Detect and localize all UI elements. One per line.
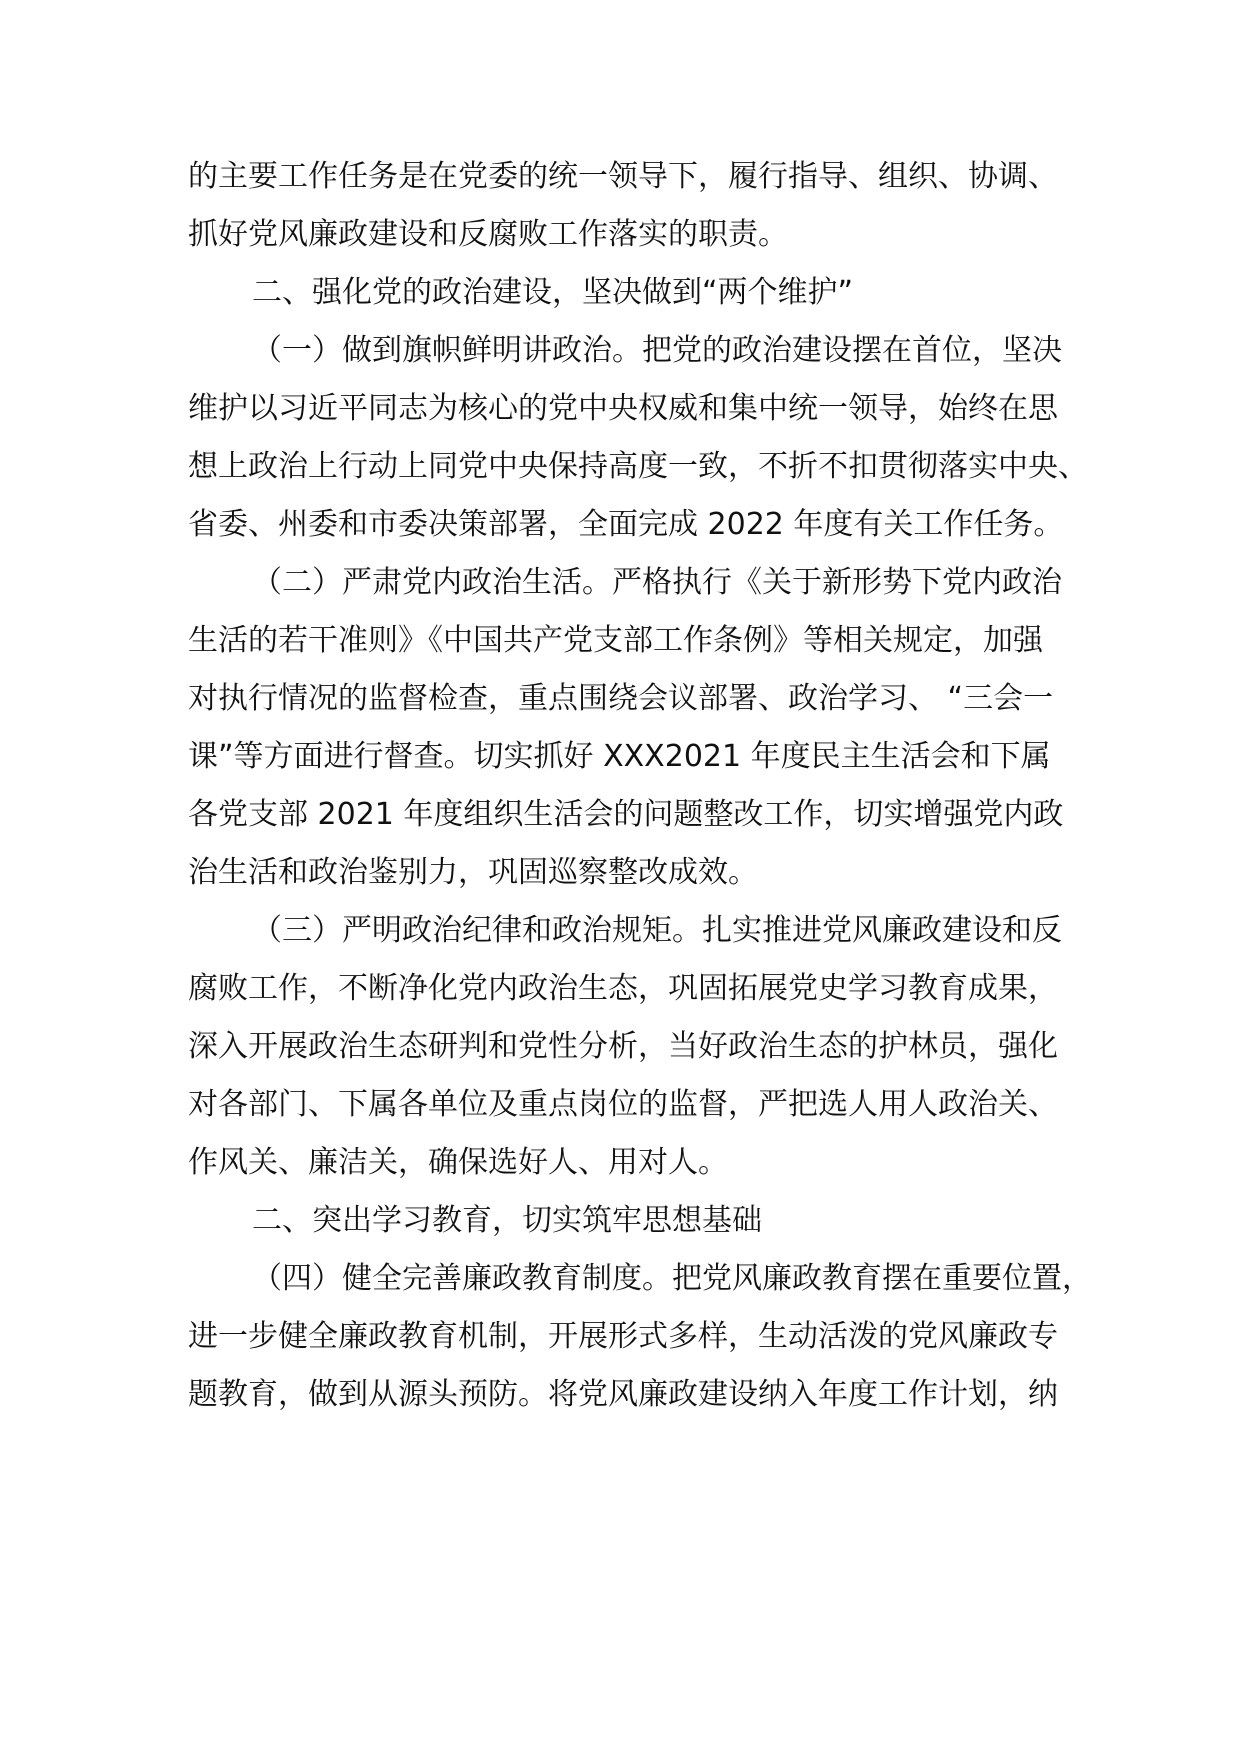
body-text-line: 想上政治上行动上同党中央保持高度一致，不折不扣贯彻落实中央、: [188, 449, 1088, 484]
paragraph-start-line: （二）严肃党内政治生活。严格执行《关于新形势下党内政治: [252, 565, 1062, 600]
body-text-line: 深入开展政治生态研判和党性分析，当好政治生态的护林员，强化: [188, 1029, 1058, 1064]
body-text-line: 省委、州委和市委决策部署，全面完成 2022 年度有关工作任务。: [188, 507, 1064, 542]
body-text-line: 进一步健全廉政教育机制，开展形式多样，生动活泼的党风廉政专: [188, 1319, 1058, 1354]
paragraph-start-line: （三）严明政治纪律和政治规矩。扎实推进党风廉政建设和反: [252, 913, 1062, 948]
body-text-line: 腐败工作，不断净化党内政治生态，巩固拓展党史学习教育成果，: [188, 971, 1058, 1006]
body-text-line: 各党支部 2021 年度组织生活会的问题整改工作，切实增强党内政: [188, 797, 1064, 832]
body-text-line: 治生活和政治鉴别力，巩固巡察整改成效。: [188, 855, 758, 890]
body-text-line: 作风关、廉洁关，确保选好人、用对人。: [188, 1145, 728, 1180]
body-text-line: 题教育，做到从源头预防。将党风廉政建设纳入年度工作计划，纳: [188, 1377, 1058, 1412]
body-text-line: 课”等方面进行督查。切实抓好 XXX2021 年度民主生活会和下属: [188, 739, 1051, 774]
body-text-line: 维护以习近平同志为核心的党中央权威和集中统一领导，始终在思: [188, 391, 1058, 426]
section-heading: 二、突出学习教育，切实筑牢思想基础: [252, 1203, 762, 1238]
body-text-line: 对执行情况的监督检查，重点围绕会议部署、政治学习、 “三会一: [188, 681, 1054, 716]
body-text-line: 的主要工作任务是在党委的统一领导下，履行指导、组织、协调、: [188, 159, 1058, 194]
body-text-line: 对各部门、下属各单位及重点岗位的监督，严把选人用人政治关、: [188, 1087, 1058, 1122]
body-text-line: 生活的若干准则》《中国共产党支部工作条例》等相关规定，加强: [188, 623, 1043, 658]
paragraph-start-line: （四）健全完善廉政教育制度。把党风廉政教育摆在重要位置，: [252, 1261, 1092, 1296]
section-heading: 二、强化党的政治建设，坚决做到“两个维护”: [252, 275, 854, 310]
body-text-line: 抓好党风廉政建设和反腐败工作落实的职责。: [188, 217, 788, 252]
paragraph-start-line: （一）做到旗帜鲜明讲政治。把党的政治建设摆在首位，坚决: [252, 333, 1062, 368]
